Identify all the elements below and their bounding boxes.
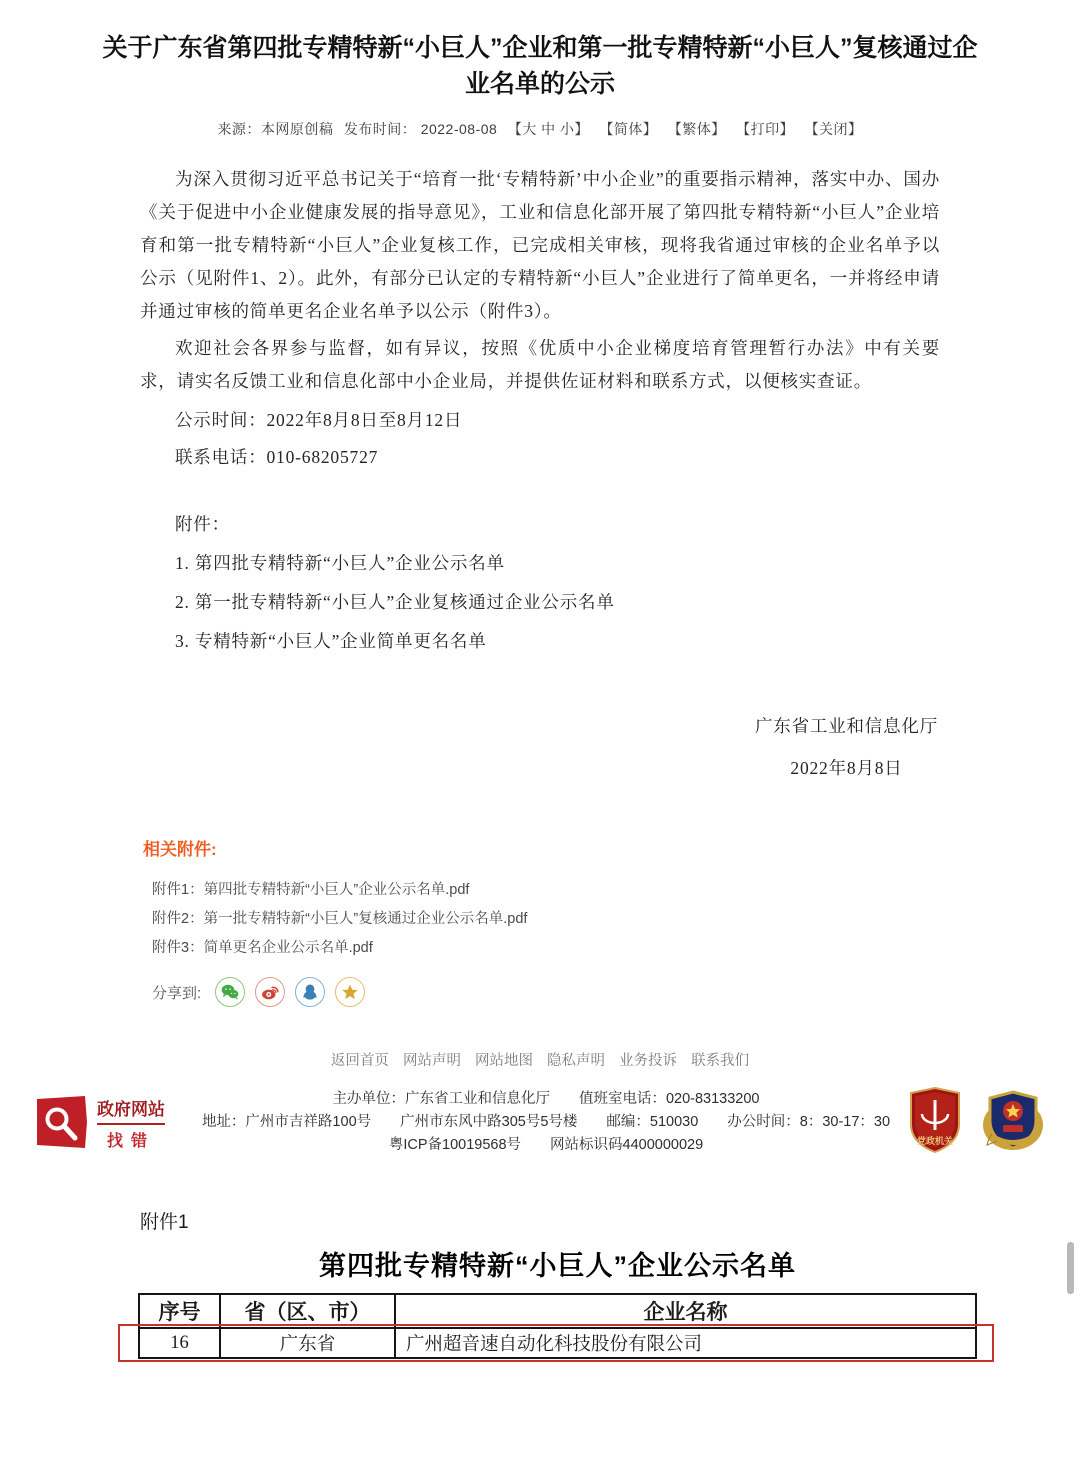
cell-province: 广东省 (220, 1328, 395, 1358)
header-serial-number: 序号 (139, 1294, 220, 1328)
meta-source: 来源：本网原创稿 (217, 121, 334, 137)
footer-link-contact[interactable]: 联系我们 (691, 1053, 750, 1069)
attachment-item-2: 2. 第一批专精特新“小巨人”企业复核通过企业公示名单 (175, 592, 615, 612)
related-attachment-row-2 (152, 905, 1080, 934)
contact-phone: 联系电话：010-68205727 (175, 447, 379, 467)
annex-document (0, 1207, 1080, 1359)
paragraph-1: 为深入贯彻习近平总书记关于“培育一批‘专精特新’中小企业”的重要指示精神，落实中办、国办《关于促进中小企业健康发展的指导意见》，工业和信息化部开展了第四批专精特新“小巨人”企业培育和第一批专精特新“小巨人”企业复核工作，已完成相关审核，现将我省通过审核的企业名单予以公示（见附件1、2）。此外，有部分已认定的专精特新“小巨人”企业进行了简单更名，一并将经申请并通过审核的简单更名企业名单予以公示（附件3）。 (140, 169, 940, 321)
weibo-share-icon[interactable] (255, 977, 285, 1007)
footer-link-privacy[interactable]: 隐私声明 (547, 1053, 606, 1069)
attachment-item-1: 1. 第四批专精特新“小巨人”企业公示名单 (175, 553, 505, 573)
svg-text:党政机关: 党政机关 (916, 1136, 954, 1146)
cell-company-name: 广州超音速自动化科技股份有限公司 (395, 1328, 976, 1358)
annex-table (138, 1293, 977, 1359)
attachment-item-3: 3. 专精特新“小巨人”企业简单更名名单 (175, 631, 487, 651)
paragraph-2: 欢迎社会各界参与监督，如有异议，按照《优质中小企业梯度培育管理暂行办法》中有关要求，请实名反馈工业和信息化部中小企业局，并提供佐证材料和联系方式，以便核实查证。 (140, 338, 940, 391)
table-header-row (139, 1294, 976, 1328)
attachment-label-1: 附件1： (152, 882, 204, 898)
simplified-button[interactable]: 【简体】 (599, 121, 658, 137)
site-error-logo[interactable] (35, 1095, 195, 1151)
share-row (152, 977, 1080, 1007)
traditional-button[interactable]: 【繁体】 (667, 121, 726, 137)
annex-table-title: 第四批专精特新“小巨人”企业公示名单 (319, 1251, 796, 1281)
magnifier-icon (35, 1095, 89, 1151)
error-logo-line2: 找错 (106, 1132, 155, 1150)
related-attachment-row-1 (152, 876, 1080, 905)
related-attachment-row-3 (152, 934, 1080, 963)
footer-info-line-1: 主办单位：广东省工业和信息化厅 值班室电话：020-83133200 (332, 1091, 760, 1107)
attachment-label-2: 附件2： (152, 911, 204, 927)
qq-share-icon[interactable] (295, 977, 325, 1007)
footer-link-complaints[interactable]: 业务投诉 (619, 1053, 678, 1069)
print-button[interactable]: 【打印】 (736, 121, 795, 137)
qzone-share-icon[interactable] (335, 977, 365, 1007)
footer-link-site-statement[interactable]: 网站声明 (402, 1053, 461, 1069)
article-body (140, 163, 940, 785)
header-province: 省（区、市） (220, 1294, 395, 1328)
signature-block (140, 710, 940, 785)
header-company-name: 企业名称 (395, 1294, 976, 1328)
attachment-label-3: 附件3： (152, 940, 204, 956)
signer-name: 广东省工业和信息化厅 (755, 716, 938, 736)
publicity-period: 公示时间：2022年8月8日至8月12日 (175, 410, 463, 430)
font-size-control[interactable]: 【大 中 小】 (507, 121, 589, 137)
table-row (139, 1328, 976, 1358)
share-label: 分享到: (152, 984, 202, 1002)
footer-link-sitemap[interactable]: 网站地图 (474, 1053, 533, 1069)
meta-bar (0, 119, 1080, 139)
sign-date: 2022年8月8日 (790, 758, 903, 778)
footer-info (35, 1086, 1045, 1159)
footer-links (0, 1049, 1080, 1070)
scrollbar-thumb[interactable] (1067, 1242, 1074, 1294)
annex-label: 附件1 (140, 1212, 189, 1233)
close-button[interactable]: 【关闭】 (804, 121, 863, 137)
attachments-heading: 附件： (175, 514, 230, 534)
related-attachments (0, 835, 1080, 1007)
related-attachments-heading: 相关附件: (143, 840, 217, 859)
party-gov-badge[interactable] (907, 1086, 963, 1159)
police-badge[interactable] (981, 1087, 1045, 1158)
attachment-link-1[interactable]: 第四批专精特新“小巨人”企业公示名单.pdf (203, 882, 470, 898)
footer-link-home[interactable]: 返回首页 (330, 1053, 389, 1069)
attachment-link-2[interactable]: 第一批专精特新“小巨人”复核通过企业公示名单.pdf (203, 911, 528, 927)
error-logo-line1: 政府网站 (97, 1095, 165, 1125)
meta-publish-date: 发布时间： 2022-08-08 (343, 121, 498, 137)
footer-info-line-2: 地址：广州市吉祥路100号 广州市东风中路305号5号楼 邮编：510030 办公时间：8：30-17：30 (201, 1114, 891, 1130)
cell-serial-number: 16 (139, 1328, 220, 1358)
wechat-share-icon[interactable] (215, 977, 245, 1007)
footer-info-line-3: 粤ICP备10019568号 网站标识码4400000029 (388, 1137, 704, 1153)
attachment-link-3[interactable]: 简单更名企业公示名单.pdf (203, 940, 373, 956)
page-title: 关于广东省第四批专精特新“小巨人”企业和第一批专精特新“小巨人”复核通过企业名单的公示 (102, 34, 978, 98)
